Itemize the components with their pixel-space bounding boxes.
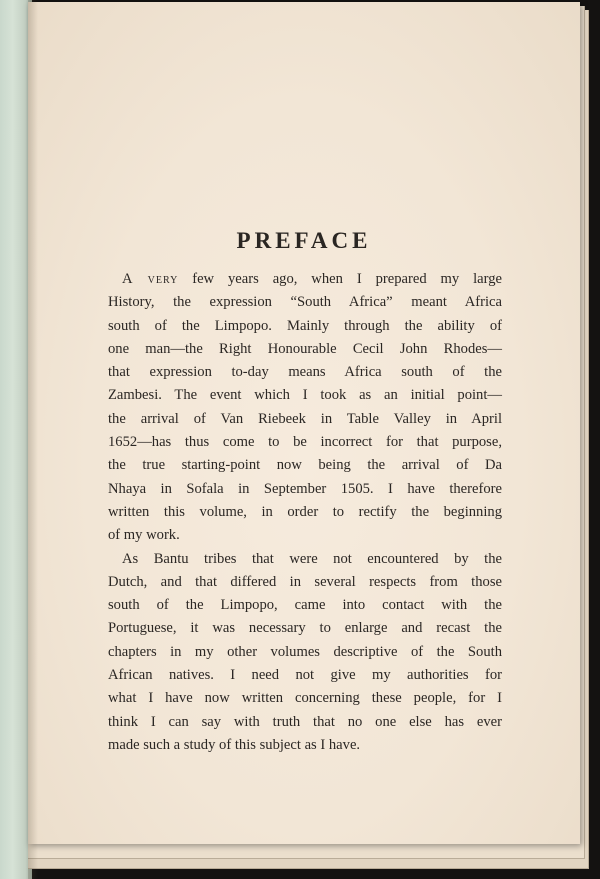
text-line: As Bantu tribes that were not encountered by the (122, 550, 502, 567)
text-line: 1652—has thus come to be incorrect for that purpose, (108, 434, 502, 451)
text-line-rest: few years ago, when I prepared my large (192, 271, 502, 287)
text-line: African natives. I need not give my authorities for (108, 667, 502, 684)
text-line (108, 268, 502, 291)
gutter-shadow (28, 0, 38, 879)
text-line: made such a study of this subject as I have. (108, 736, 361, 753)
paragraph-2 (108, 548, 502, 758)
text-line: of my work. (108, 527, 180, 544)
text-line: south of the Limpopo, came into contact with the (108, 597, 502, 614)
text-line: Portuguese, it was necessary to enlarge and recast the (108, 620, 502, 637)
text-line: Dutch, and that differed in several respects from those (108, 573, 502, 590)
text-line: think I can say with truth that no one else has ever (108, 713, 502, 730)
text-line: Nhaya in Sofala in September 1505. I have therefore (108, 480, 502, 497)
text-line: that expression to-day means Africa south of the (108, 364, 502, 381)
text-line: History, the expression “South Africa” meant Africa (108, 294, 502, 311)
text-line: what I have now written concerning these people, for I (108, 690, 502, 707)
text-line: the true starting-point now being the arrival of Da (108, 457, 502, 474)
paragraph-1 (108, 268, 502, 548)
text-line: written this volume, in order to rectify the beginning (108, 503, 502, 520)
text-line: chapters in my other volumes descriptive of the South (108, 643, 502, 660)
preface-text (108, 268, 502, 757)
lead-in: A very (122, 271, 179, 287)
page-heading: PREFACE (236, 228, 372, 253)
text-line: south of the Limpopo. Mainly through the ability of (108, 317, 502, 334)
text-line: the arrival of Van Riebeek in Table Valley in April (108, 410, 502, 427)
text-line: Zambesi. The event which I took as an initial point— (108, 387, 502, 404)
text-line: one man—the Right Honourable Cecil John Rhodes— (108, 340, 502, 357)
